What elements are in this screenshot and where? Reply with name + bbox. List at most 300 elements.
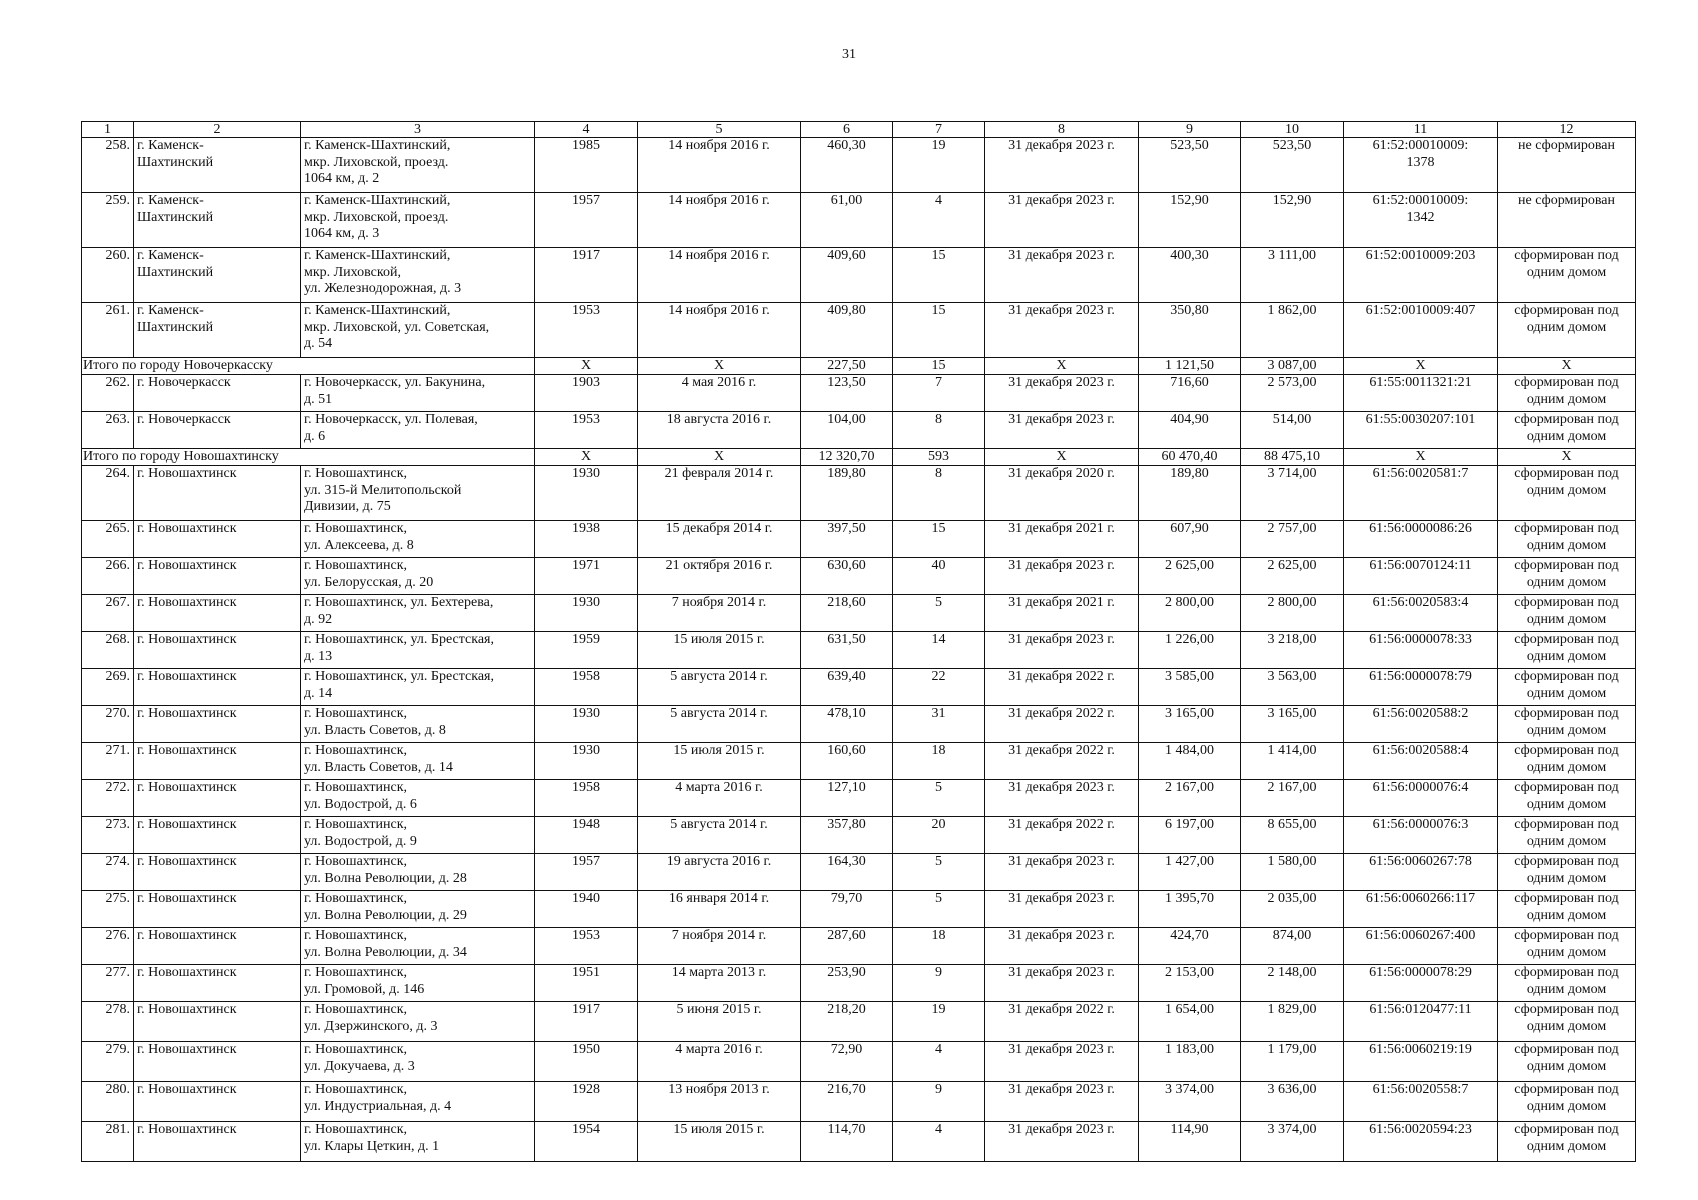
- cell-year: 1938: [535, 521, 638, 558]
- cell-relocation-deadline: 31 декабря 2021 г.: [985, 521, 1139, 558]
- cell-plot-status: сформирован под одним домом: [1498, 1002, 1636, 1042]
- cell-number: 262.: [82, 375, 134, 412]
- cell-cadastral-area: 874,00: [1241, 928, 1344, 965]
- cell-cadastral-area: 3 636,00: [1241, 1082, 1344, 1122]
- cell-relocation-deadline: 31 декабря 2022 г.: [985, 743, 1139, 780]
- cell-address: г. Новошахтинск, ул. Докучаева, д. 3: [301, 1042, 535, 1082]
- cell-year: 1957: [535, 193, 638, 248]
- cell-relocation-deadline: 31 декабря 2023 г.: [985, 780, 1139, 817]
- column-number-header: 11: [1344, 122, 1498, 138]
- cell-cadastral-number: 61:56:0070124:11: [1344, 558, 1498, 595]
- cell-cadastral-number: 61:56:0060266:117: [1344, 891, 1498, 928]
- cell-plot-area: 716,60: [1139, 375, 1241, 412]
- column-number-header: 4: [535, 122, 638, 138]
- cell-address: г. Новошахтинск, ул. Громовой, д. 146: [301, 965, 535, 1002]
- cell-cadastral-number: 61:56:0060219:19: [1344, 1042, 1498, 1082]
- cell-number: 276.: [82, 928, 134, 965]
- cell-cadastral-area: 1 862,00: [1241, 303, 1344, 358]
- cell-cadastral-number: 61:56:0000078:79: [1344, 669, 1498, 706]
- cell-recognition-date: 15 июля 2015 г.: [638, 1122, 801, 1162]
- cell-recognition-date: 4 мая 2016 г.: [638, 375, 801, 412]
- cell-cadastral-area: 1 829,00: [1241, 1002, 1344, 1042]
- cell-plot-area: 6 197,00: [1139, 817, 1241, 854]
- cell-year: 1954: [535, 1122, 638, 1162]
- cell-municipality: г. Новошахтинск: [134, 1002, 301, 1042]
- cell-plot-area: 152,90: [1139, 193, 1241, 248]
- subtotal-residents: 593: [893, 449, 985, 466]
- cell-area: 61,00: [801, 193, 893, 248]
- cell-plot-area: 1 226,00: [1139, 632, 1241, 669]
- table-row: [82, 248, 1636, 303]
- cell-relocation-deadline: 31 декабря 2021 г.: [985, 595, 1139, 632]
- cell-relocation-deadline: 31 декабря 2023 г.: [985, 558, 1139, 595]
- cell-area: 478,10: [801, 706, 893, 743]
- cell-plot-area: 404,90: [1139, 412, 1241, 449]
- cell-address: г. Новошахтинск, ул. Индустриальная, д. 4: [301, 1082, 535, 1122]
- cell-municipality: г. Каменск- Шахтинский: [134, 248, 301, 303]
- cell-residents: 15: [893, 521, 985, 558]
- cell-residents: 9: [893, 965, 985, 1002]
- subtotal-recognition-date: X: [638, 358, 801, 375]
- column-number-header: 12: [1498, 122, 1636, 138]
- cell-plot-area: 350,80: [1139, 303, 1241, 358]
- cell-municipality: г. Новошахтинск: [134, 1122, 301, 1162]
- cell-year: 1957: [535, 854, 638, 891]
- cell-municipality: г. Новошахтинск: [134, 595, 301, 632]
- cell-address: г. Каменск-Шахтинский, мкр. Лиховской, ул. Железнодорожная, д. 3: [301, 248, 535, 303]
- cell-cadastral-area: 2 757,00: [1241, 521, 1344, 558]
- cell-plot-area: 1 395,70: [1139, 891, 1241, 928]
- cell-address: г. Новошахтинск, ул. Волна Революции, д. 28: [301, 854, 535, 891]
- cell-cadastral-number: 61:52:0010009:203: [1344, 248, 1498, 303]
- table-row: [82, 412, 1636, 449]
- cell-plot-area: 1 427,00: [1139, 854, 1241, 891]
- subtotal-area: 227,50: [801, 358, 893, 375]
- cell-relocation-deadline: 31 декабря 2023 г.: [985, 1122, 1139, 1162]
- cell-recognition-date: 14 марта 2013 г.: [638, 965, 801, 1002]
- column-number-header: 10: [1241, 122, 1344, 138]
- cell-plot-status: сформирован под одним домом: [1498, 248, 1636, 303]
- cell-recognition-date: 14 ноября 2016 г.: [638, 138, 801, 193]
- cell-year: 1917: [535, 1002, 638, 1042]
- cell-plot-status: сформирован под одним домом: [1498, 632, 1636, 669]
- cell-cadastral-area: 2 625,00: [1241, 558, 1344, 595]
- cell-residents: 7: [893, 375, 985, 412]
- cell-relocation-deadline: 31 декабря 2023 г.: [985, 138, 1139, 193]
- cell-relocation-deadline: 31 декабря 2023 г.: [985, 248, 1139, 303]
- subtotal-area: 12 320,70: [801, 449, 893, 466]
- cell-address: г. Новошахтинск, ул. Власть Советов, д. 8: [301, 706, 535, 743]
- column-number-header: 9: [1139, 122, 1241, 138]
- cell-plot-area: 3 585,00: [1139, 669, 1241, 706]
- cell-area: 397,50: [801, 521, 893, 558]
- cell-residents: 8: [893, 466, 985, 521]
- cell-residents: 5: [893, 854, 985, 891]
- cell-recognition-date: 18 августа 2016 г.: [638, 412, 801, 449]
- cell-number: 264.: [82, 466, 134, 521]
- cell-year: 1953: [535, 412, 638, 449]
- subtotal-recognition-date: X: [638, 449, 801, 466]
- cell-plot-status: сформирован под одним домом: [1498, 595, 1636, 632]
- cell-residents: 9: [893, 1082, 985, 1122]
- cell-municipality: г. Новошахтинск: [134, 706, 301, 743]
- cell-area: 218,20: [801, 1002, 893, 1042]
- table-row: [82, 1002, 1636, 1042]
- cell-relocation-deadline: 31 декабря 2020 г.: [985, 466, 1139, 521]
- subtotal-label: Итого по городу Новошахтинску: [82, 449, 535, 466]
- cell-residents: 5: [893, 780, 985, 817]
- cell-cadastral-number: 61:56:0000076:3: [1344, 817, 1498, 854]
- cell-plot-area: 1 654,00: [1139, 1002, 1241, 1042]
- cell-plot-status: сформирован под одним домом: [1498, 817, 1636, 854]
- cell-area: 287,60: [801, 928, 893, 965]
- subtotal-row: [82, 358, 1636, 375]
- table-body: [82, 122, 1636, 1162]
- cell-cadastral-number: 61:56:0020588:2: [1344, 706, 1498, 743]
- column-number-header: 7: [893, 122, 985, 138]
- cell-municipality: г. Новочеркасск: [134, 412, 301, 449]
- cell-residents: 4: [893, 1122, 985, 1162]
- cell-address: г. Новошахтинск, ул. Власть Советов, д. 14: [301, 743, 535, 780]
- cell-number: 258.: [82, 138, 134, 193]
- cell-plot-status: не сформирован: [1498, 138, 1636, 193]
- cell-plot-status: сформирован под одним домом: [1498, 1042, 1636, 1082]
- cell-area: 164,30: [801, 854, 893, 891]
- cell-municipality: г. Новошахтинск: [134, 743, 301, 780]
- cell-year: 1930: [535, 466, 638, 521]
- cell-number: 259.: [82, 193, 134, 248]
- cell-residents: 5: [893, 595, 985, 632]
- cell-number: 265.: [82, 521, 134, 558]
- cell-address: г. Новошахтинск, ул. Водострой, д. 9: [301, 817, 535, 854]
- page-number: 31: [842, 47, 856, 62]
- column-number-header: 2: [134, 122, 301, 138]
- cell-address: г. Новочеркасск, ул. Полевая, д. 6: [301, 412, 535, 449]
- cell-address: г. Новошахтинск, ул. Волна Революции, д. 29: [301, 891, 535, 928]
- table-row: [82, 558, 1636, 595]
- cell-relocation-deadline: 31 декабря 2022 г.: [985, 706, 1139, 743]
- cell-residents: 31: [893, 706, 985, 743]
- table-row: [82, 375, 1636, 412]
- cell-plot-status: сформирован под одним домом: [1498, 780, 1636, 817]
- cell-municipality: г. Новошахтинск: [134, 632, 301, 669]
- cell-plot-status: сформирован под одним домом: [1498, 854, 1636, 891]
- cell-municipality: г. Новошахтинск: [134, 854, 301, 891]
- cell-year: 1959: [535, 632, 638, 669]
- cell-plot-area: 2 625,00: [1139, 558, 1241, 595]
- cell-relocation-deadline: 31 декабря 2022 г.: [985, 669, 1139, 706]
- cell-plot-area: 189,80: [1139, 466, 1241, 521]
- cell-plot-status: сформирован под одним домом: [1498, 466, 1636, 521]
- subtotal-plot-status: X: [1498, 449, 1636, 466]
- cell-cadastral-area: 8 655,00: [1241, 817, 1344, 854]
- cell-address: г. Новочеркасск, ул. Бакунина, д. 51: [301, 375, 535, 412]
- housing-registry-table: [81, 121, 1636, 1162]
- cell-residents: 15: [893, 248, 985, 303]
- table-row: [82, 1082, 1636, 1122]
- cell-number: 279.: [82, 1042, 134, 1082]
- cell-number: 278.: [82, 1002, 134, 1042]
- cell-residents: 5: [893, 891, 985, 928]
- cell-relocation-deadline: 31 декабря 2022 г.: [985, 1002, 1139, 1042]
- cell-plot-status: сформирован под одним домом: [1498, 706, 1636, 743]
- cell-residents: 8: [893, 412, 985, 449]
- cell-cadastral-number: 61:56:0060267:400: [1344, 928, 1498, 965]
- cell-plot-status: сформирован под одним домом: [1498, 743, 1636, 780]
- cell-cadastral-area: 3 218,00: [1241, 632, 1344, 669]
- cell-cadastral-number: 61:56:0060267:78: [1344, 854, 1498, 891]
- cell-cadastral-area: 514,00: [1241, 412, 1344, 449]
- cell-recognition-date: 4 марта 2016 г.: [638, 1042, 801, 1082]
- cell-cadastral-number: 61:55:0011321:21: [1344, 375, 1498, 412]
- cell-address: г. Новошахтинск, ул. Брестская, д. 13: [301, 632, 535, 669]
- cell-cadastral-area: 1 179,00: [1241, 1042, 1344, 1082]
- table-row: [82, 854, 1636, 891]
- cell-municipality: г. Новошахтинск: [134, 928, 301, 965]
- cell-municipality: г. Новочеркасск: [134, 375, 301, 412]
- cell-cadastral-area: 3 714,00: [1241, 466, 1344, 521]
- cell-municipality: г. Новошахтинск: [134, 669, 301, 706]
- cell-cadastral-area: 3 165,00: [1241, 706, 1344, 743]
- cell-recognition-date: 19 августа 2016 г.: [638, 854, 801, 891]
- cell-number: 267.: [82, 595, 134, 632]
- cell-municipality: г. Новошахтинск: [134, 965, 301, 1002]
- cell-address: г. Новошахтинск, ул. Бехтерева, д. 92: [301, 595, 535, 632]
- cell-area: 114,70: [801, 1122, 893, 1162]
- subtotal-residents: 15: [893, 358, 985, 375]
- cell-area: 639,40: [801, 669, 893, 706]
- cell-cadastral-area: 1 414,00: [1241, 743, 1344, 780]
- cell-cadastral-area: 2 167,00: [1241, 780, 1344, 817]
- cell-recognition-date: 5 августа 2014 г.: [638, 669, 801, 706]
- table-row: [82, 595, 1636, 632]
- cell-residents: 18: [893, 928, 985, 965]
- subtotal-cadastral-number: X: [1344, 449, 1498, 466]
- table-row: [82, 743, 1636, 780]
- cell-cadastral-number: 61:52:00010009: 1378: [1344, 138, 1498, 193]
- cell-cadastral-number: 61:56:0000078:29: [1344, 965, 1498, 1002]
- cell-plot-area: 2 800,00: [1139, 595, 1241, 632]
- cell-recognition-date: 16 января 2014 г.: [638, 891, 801, 928]
- cell-recognition-date: 13 ноября 2013 г.: [638, 1082, 801, 1122]
- cell-residents: 22: [893, 669, 985, 706]
- cell-address: г. Каменск-Шахтинский, мкр. Лиховской, проезд. 1064 км, д. 2: [301, 138, 535, 193]
- cell-plot-status: сформирован под одним домом: [1498, 1122, 1636, 1162]
- cell-municipality: г. Новошахтинск: [134, 891, 301, 928]
- cell-relocation-deadline: 31 декабря 2023 г.: [985, 854, 1139, 891]
- cell-number: 261.: [82, 303, 134, 358]
- cell-area: 123,50: [801, 375, 893, 412]
- cell-number: 271.: [82, 743, 134, 780]
- cell-relocation-deadline: 31 декабря 2023 г.: [985, 1042, 1139, 1082]
- table-row: [82, 632, 1636, 669]
- cell-area: 189,80: [801, 466, 893, 521]
- cell-residents: 18: [893, 743, 985, 780]
- subtotal-cadastral-area: 88 475,10: [1241, 449, 1344, 466]
- cell-plot-area: 2 167,00: [1139, 780, 1241, 817]
- cell-municipality: г. Новошахтинск: [134, 1042, 301, 1082]
- subtotal-cadastral-area: 3 087,00: [1241, 358, 1344, 375]
- cell-address: г. Новошахтинск, ул. 315-й Мелитопольской Дивизии, д. 75: [301, 466, 535, 521]
- cell-year: 1953: [535, 303, 638, 358]
- cell-area: 127,10: [801, 780, 893, 817]
- cell-address: г. Новошахтинск, ул. Водострой, д. 6: [301, 780, 535, 817]
- cell-plot-status: сформирован под одним домом: [1498, 375, 1636, 412]
- cell-area: 409,60: [801, 248, 893, 303]
- table-row: [82, 928, 1636, 965]
- table-row: [82, 891, 1636, 928]
- subtotal-row: [82, 449, 1636, 466]
- cell-year: 1985: [535, 138, 638, 193]
- cell-plot-area: 1 484,00: [1139, 743, 1241, 780]
- cell-relocation-deadline: 31 декабря 2023 г.: [985, 412, 1139, 449]
- cell-plot-status: сформирован под одним домом: [1498, 928, 1636, 965]
- subtotal-plot-status: X: [1498, 358, 1636, 375]
- cell-year: 1971: [535, 558, 638, 595]
- cell-cadastral-number: 61:56:0020588:4: [1344, 743, 1498, 780]
- cell-address: г. Новошахтинск, ул. Волна Революции, д. 34: [301, 928, 535, 965]
- cell-cadastral-area: 3 563,00: [1241, 669, 1344, 706]
- cell-cadastral-area: 3 111,00: [1241, 248, 1344, 303]
- cell-plot-area: 424,70: [1139, 928, 1241, 965]
- cell-relocation-deadline: 31 декабря 2022 г.: [985, 817, 1139, 854]
- column-number-header: 8: [985, 122, 1139, 138]
- cell-number: 273.: [82, 817, 134, 854]
- cell-recognition-date: 21 февраля 2014 г.: [638, 466, 801, 521]
- cell-residents: 4: [893, 1042, 985, 1082]
- subtotal-label: Итого по городу Новочеркасску: [82, 358, 535, 375]
- cell-area: 79,70: [801, 891, 893, 928]
- cell-recognition-date: 15 декабря 2014 г.: [638, 521, 801, 558]
- cell-number: 269.: [82, 669, 134, 706]
- cell-area: 409,80: [801, 303, 893, 358]
- cell-plot-status: не сформирован: [1498, 193, 1636, 248]
- cell-number: 280.: [82, 1082, 134, 1122]
- cell-year: 1903: [535, 375, 638, 412]
- cell-plot-area: 1 183,00: [1139, 1042, 1241, 1082]
- cell-year: 1953: [535, 928, 638, 965]
- cell-year: 1951: [535, 965, 638, 1002]
- cell-number: 274.: [82, 854, 134, 891]
- cell-relocation-deadline: 31 декабря 2023 г.: [985, 193, 1139, 248]
- cell-number: 281.: [82, 1122, 134, 1162]
- cell-plot-status: сформирован под одним домом: [1498, 891, 1636, 928]
- cell-residents: 14: [893, 632, 985, 669]
- cell-area: 216,70: [801, 1082, 893, 1122]
- cell-number: 263.: [82, 412, 134, 449]
- cell-relocation-deadline: 31 декабря 2023 г.: [985, 965, 1139, 1002]
- cell-municipality: г. Новошахтинск: [134, 521, 301, 558]
- cell-plot-area: 3 165,00: [1139, 706, 1241, 743]
- table-row: [82, 1042, 1636, 1082]
- cell-address: г. Новошахтинск, ул. Брестская, д. 14: [301, 669, 535, 706]
- cell-year: 1928: [535, 1082, 638, 1122]
- cell-cadastral-number: 61:56:0020558:7: [1344, 1082, 1498, 1122]
- table-row: [82, 669, 1636, 706]
- cell-number: 277.: [82, 965, 134, 1002]
- cell-address: г. Новошахтинск, ул. Белорусская, д. 20: [301, 558, 535, 595]
- cell-recognition-date: 7 ноября 2014 г.: [638, 928, 801, 965]
- cell-relocation-deadline: 31 декабря 2023 г.: [985, 375, 1139, 412]
- cell-plot-area: 607,90: [1139, 521, 1241, 558]
- subtotal-relocation-deadline: X: [985, 449, 1139, 466]
- cell-address: г. Новошахтинск, ул. Дзержинского, д. 3: [301, 1002, 535, 1042]
- cell-cadastral-number: 61:56:0120477:11: [1344, 1002, 1498, 1042]
- cell-cadastral-number: 61:55:0030207:101: [1344, 412, 1498, 449]
- cell-cadastral-area: 1 580,00: [1241, 854, 1344, 891]
- cell-municipality: г. Каменск- Шахтинский: [134, 303, 301, 358]
- table-row: [82, 303, 1636, 358]
- cell-recognition-date: 14 ноября 2016 г.: [638, 303, 801, 358]
- cell-number: 270.: [82, 706, 134, 743]
- subtotal-cadastral-number: X: [1344, 358, 1498, 375]
- cell-plot-status: сформирован под одним домом: [1498, 558, 1636, 595]
- cell-address: г. Новошахтинск, ул. Клары Цеткин, д. 1: [301, 1122, 535, 1162]
- cell-plot-area: 523,50: [1139, 138, 1241, 193]
- subtotal-year: X: [535, 358, 638, 375]
- cell-plot-area: 3 374,00: [1139, 1082, 1241, 1122]
- cell-year: 1958: [535, 780, 638, 817]
- cell-recognition-date: 14 ноября 2016 г.: [638, 248, 801, 303]
- cell-recognition-date: 15 июля 2015 г.: [638, 632, 801, 669]
- cell-cadastral-number: 61:56:0020581:7: [1344, 466, 1498, 521]
- cell-plot-area: 400,30: [1139, 248, 1241, 303]
- cell-year: 1930: [535, 706, 638, 743]
- cell-residents: 19: [893, 1002, 985, 1042]
- cell-area: 253,90: [801, 965, 893, 1002]
- cell-municipality: г. Новошахтинск: [134, 466, 301, 521]
- cell-area: 357,80: [801, 817, 893, 854]
- cell-plot-area: 2 153,00: [1139, 965, 1241, 1002]
- cell-year: 1958: [535, 669, 638, 706]
- cell-plot-area: 114,90: [1139, 1122, 1241, 1162]
- cell-year: 1930: [535, 743, 638, 780]
- cell-residents: 40: [893, 558, 985, 595]
- cell-recognition-date: 4 марта 2016 г.: [638, 780, 801, 817]
- table-row: [82, 138, 1636, 193]
- cell-cadastral-number: 61:56:0000076:4: [1344, 780, 1498, 817]
- cell-municipality: г. Каменск- Шахтинский: [134, 138, 301, 193]
- table-row: [82, 521, 1636, 558]
- cell-relocation-deadline: 31 декабря 2023 г.: [985, 891, 1139, 928]
- cell-cadastral-area: 523,50: [1241, 138, 1344, 193]
- cell-number: 268.: [82, 632, 134, 669]
- cell-plot-status: сформирован под одним домом: [1498, 669, 1636, 706]
- subtotal-year: X: [535, 449, 638, 466]
- cell-area: 630,60: [801, 558, 893, 595]
- table-header-row: [82, 122, 1636, 138]
- cell-year: 1917: [535, 248, 638, 303]
- table-row: [82, 1122, 1636, 1162]
- cell-area: 104,00: [801, 412, 893, 449]
- cell-municipality: г. Новошахтинск: [134, 558, 301, 595]
- cell-relocation-deadline: 31 декабря 2023 г.: [985, 632, 1139, 669]
- cell-cadastral-number: 61:56:0020583:4: [1344, 595, 1498, 632]
- cell-recognition-date: 5 июня 2015 г.: [638, 1002, 801, 1042]
- cell-recognition-date: 15 июля 2015 г.: [638, 743, 801, 780]
- column-number-header: 6: [801, 122, 893, 138]
- cell-address: г. Каменск-Шахтинский, мкр. Лиховской, ул. Советская, д. 54: [301, 303, 535, 358]
- cell-residents: 4: [893, 193, 985, 248]
- table-row: [82, 466, 1636, 521]
- cell-recognition-date: 21 октября 2016 г.: [638, 558, 801, 595]
- column-number-header: 3: [301, 122, 535, 138]
- cell-relocation-deadline: 31 декабря 2023 г.: [985, 928, 1139, 965]
- cell-recognition-date: 5 августа 2014 г.: [638, 817, 801, 854]
- cell-recognition-date: 7 ноября 2014 г.: [638, 595, 801, 632]
- cell-plot-status: сформирован под одним домом: [1498, 412, 1636, 449]
- cell-area: 160,60: [801, 743, 893, 780]
